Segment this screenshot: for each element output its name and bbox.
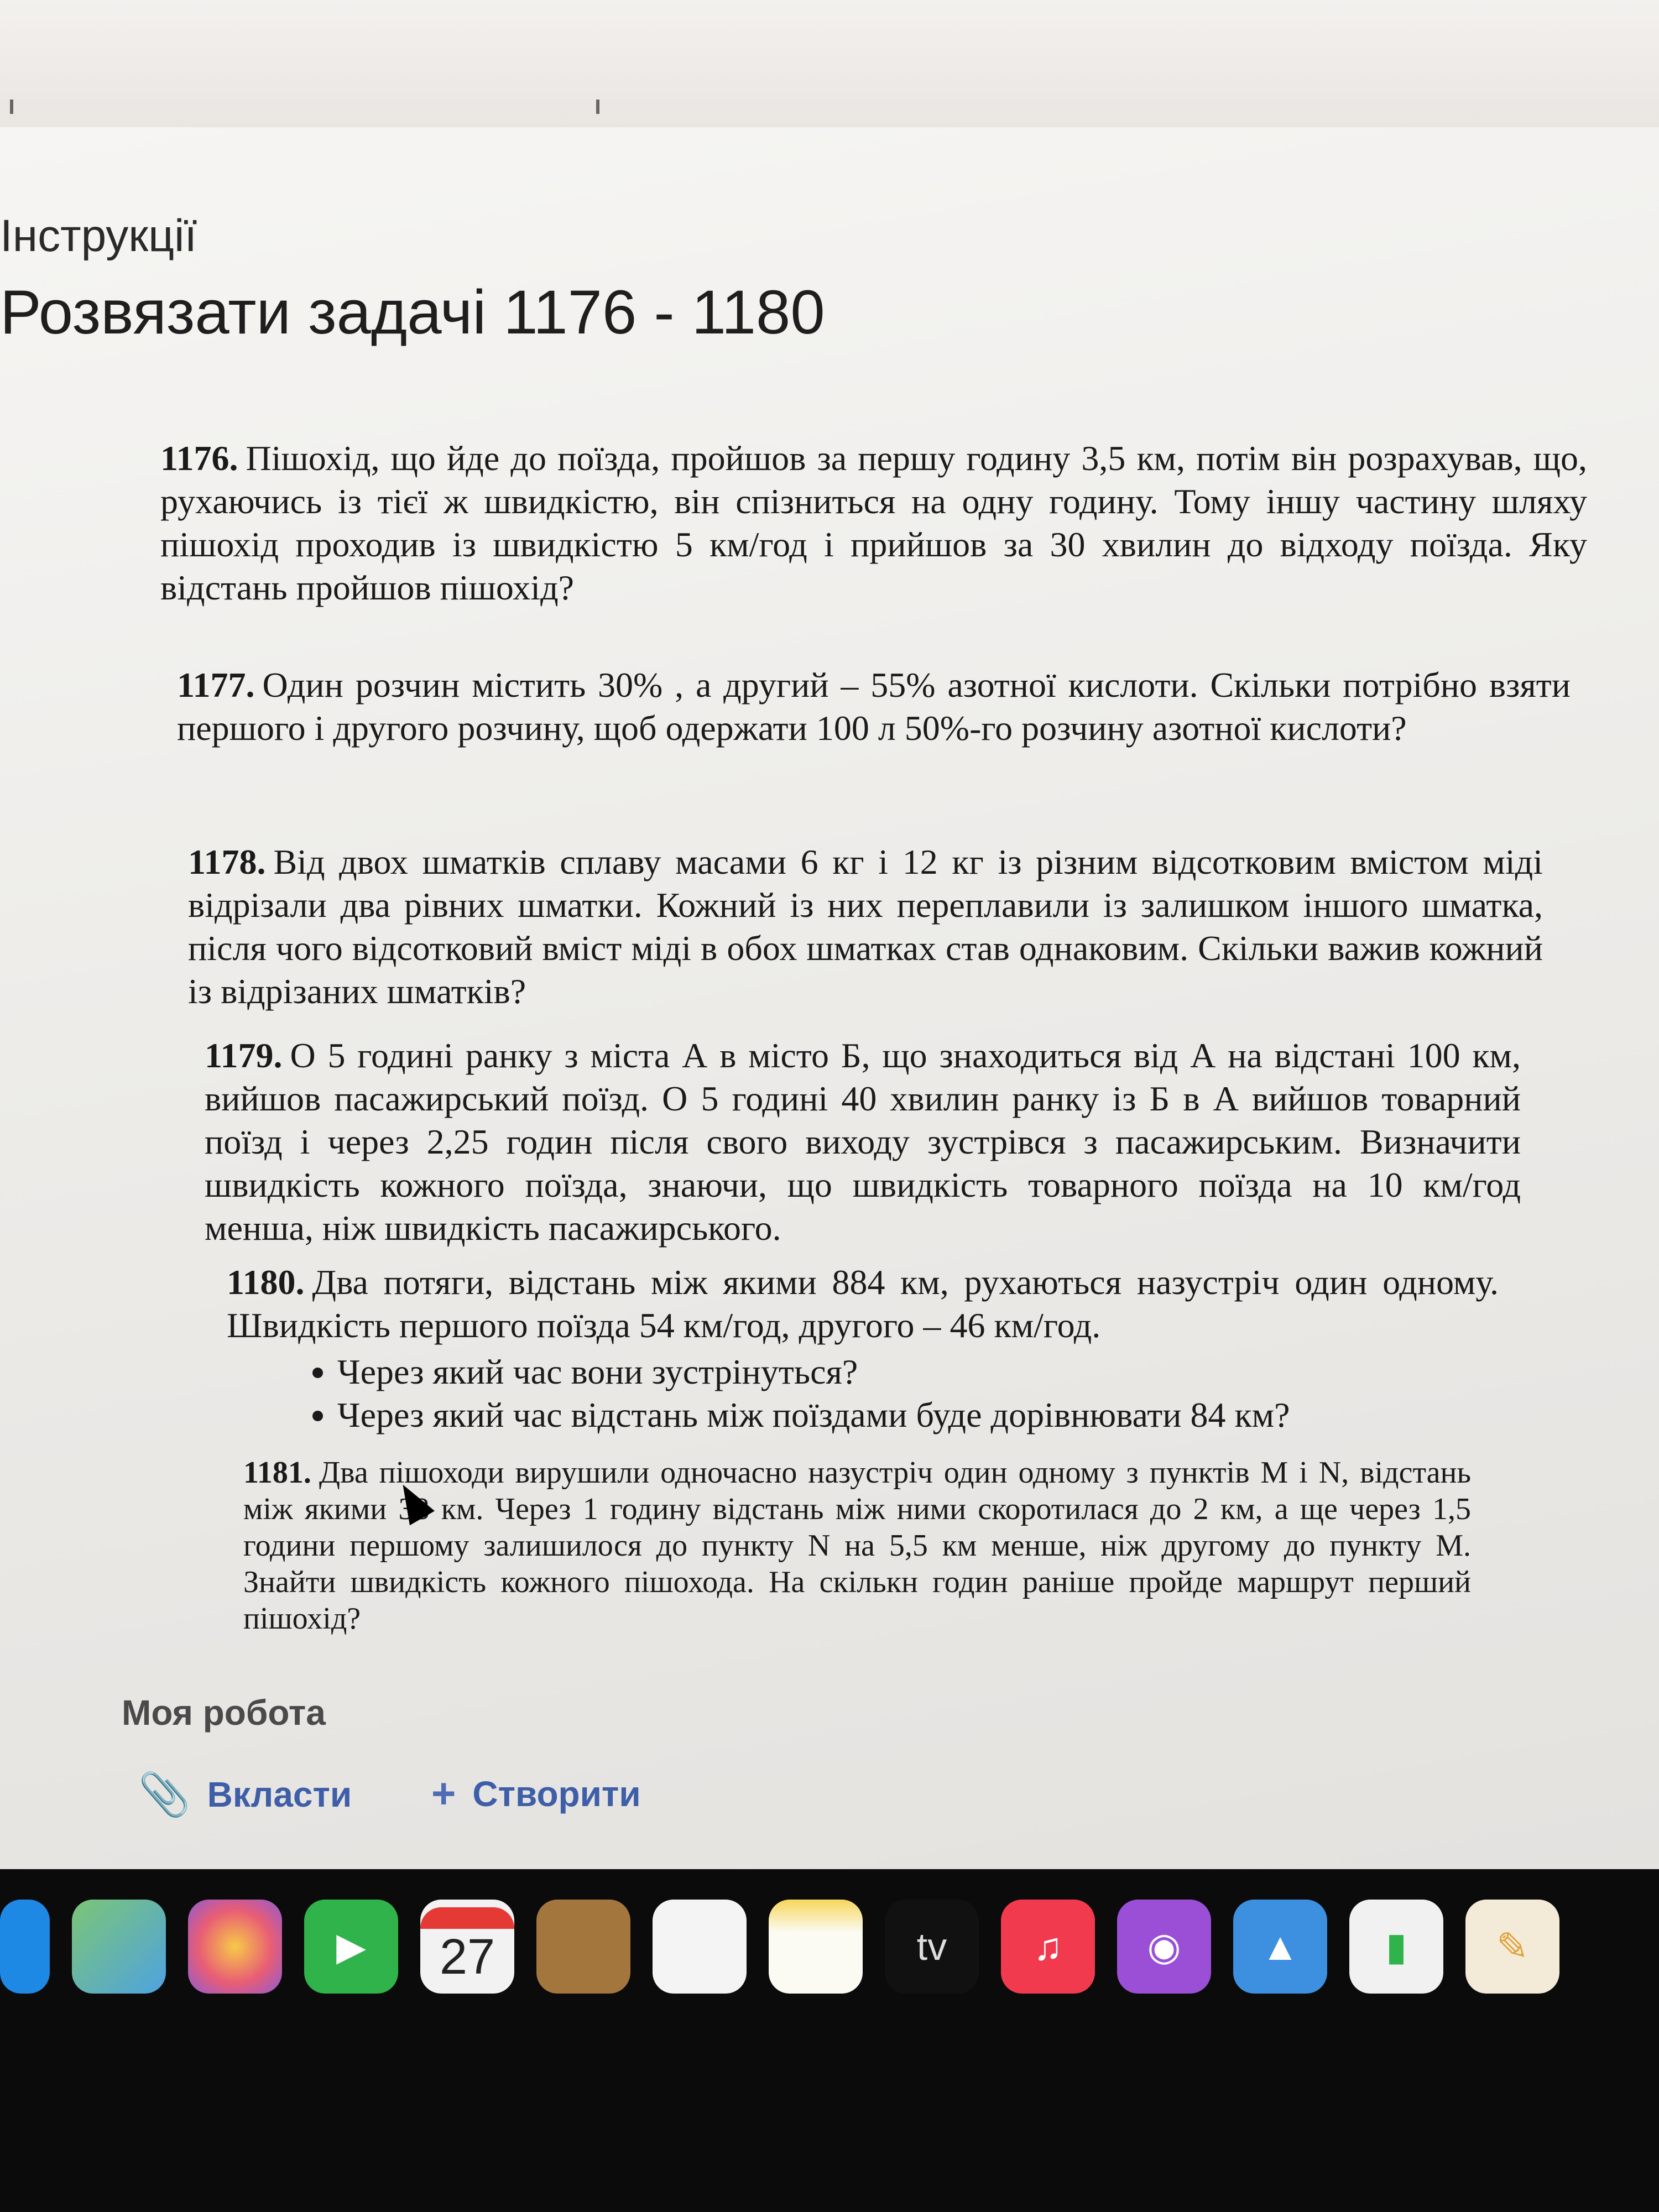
problem-1181 xyxy=(243,1454,1471,1637)
apple-tv-icon[interactable] xyxy=(885,1900,979,1994)
my-work-label: Моя робота xyxy=(122,1693,326,1733)
attach-label: Вкласти xyxy=(207,1775,352,1814)
ruler-tick xyxy=(596,100,599,114)
paperclip-icon: 📎 xyxy=(138,1771,191,1818)
list-item: • Через який час вони зустрінуться? xyxy=(337,1350,1499,1394)
problem-1177 xyxy=(177,664,1571,750)
problem-number: 1177. xyxy=(177,665,255,705)
problem-1180 xyxy=(227,1261,1499,1437)
list-item: • Через який час відстань між поїздами буде дорівнювати 84 км? xyxy=(337,1394,1499,1437)
top-bar xyxy=(0,0,1659,127)
create-label: Створити xyxy=(472,1773,641,1814)
assignment-title: Розвязати задачі 1176 - 1180 xyxy=(0,278,825,347)
podcasts-icon[interactable]: ◉ xyxy=(1117,1900,1211,1994)
problem-number: 1178. xyxy=(188,842,266,881)
problem-text: Один розчин містить 30% , а другий – 55% азотної кислоти. Скільки потрібно взяти першого і другого розчину, щоб одержати 100 л 50%-го розчину азотної кислоти? xyxy=(177,665,1571,748)
problem-1176 xyxy=(160,437,1587,609)
keynote-icon[interactable]: ▲ xyxy=(1233,1900,1327,1994)
problem-text: Від двох шматків сплаву масами 6 кг і 12 кг із різним відсотковим вмістом міді відрізали два рівних шматки. Кожний із них переплавили із залишком іншого шматка, після чого відсотковий вміст міді в обох шматках став однаковим. Скільки важив кожний із відрізаних шматків? xyxy=(188,842,1543,1011)
instructions-label: Інструкції xyxy=(0,211,197,261)
problem-text: Пішохід, що йде до поїзда, пройшов за першу годину 3,5 км, потім він розрахував, що, рухаючись із тієї ж швидкістю, він спізниться на одну годину. Тому іншу частину шляху пішохід проходив із швидкістю 5 км/год і прийшов за 30 хвилин до відходу поїзда. Яку відстань пройшов пішохід? xyxy=(160,439,1587,607)
problem-bullets xyxy=(227,1350,1499,1437)
music-icon[interactable]: ♫ xyxy=(1001,1900,1095,1994)
notes-icon[interactable] xyxy=(769,1900,863,1994)
problem-text: О 5 годині ранку з міста А в місто Б, що знаходиться від А на відстані 100 км, вийшов пасажирський поїзд. О 5 годині 40 хвилин ранку із Б в А вийшов товарний поїзд і через 2,25 годин після свого виходу зустрівся з пасажирським. Визначити швидкість кожного поїзда, знаючи, що швидкість товарного поїзда на 10 км/год менша, ніж швидкість пасажирського. xyxy=(205,1036,1521,1248)
calendar-icon[interactable] xyxy=(420,1900,514,1994)
problem-text: Два потяги, відстань між якими 884 км, рухаються назустріч один одному. Швидкість першого поїзда 54 км/год, другого – 46 км/год. xyxy=(227,1262,1499,1345)
assignment-page xyxy=(0,127,1659,1869)
problem-text: Два пішоходи вирушили одночасно назустріч один одному з пунктів M і N, відстань між якими 38 км. Через 1 годину відстань між ними скоротилася до 2 км, а ще через 1,5 години першому залишилося до пункту N на 5,5 км менше, ніж другому до пункту М. Знайти швидкість кожного пішохода. На скількн годин раніше пройде маршрут перший пішохід? xyxy=(243,1455,1471,1636)
photos-icon[interactable] xyxy=(188,1900,282,1994)
facetime-icon[interactable]: ▶ xyxy=(304,1900,398,1994)
problem-1178 xyxy=(188,841,1543,1013)
reminders-icon[interactable] xyxy=(653,1900,747,1994)
plus-icon: + xyxy=(431,1770,456,1817)
calendar-day: 27 xyxy=(439,1929,495,1985)
dock xyxy=(0,1891,1659,2002)
maps-icon[interactable] xyxy=(72,1900,166,1994)
calendar-month-strip xyxy=(420,1907,514,1929)
numbers-icon[interactable]: ▮ xyxy=(1349,1900,1443,1994)
problem-number: 1180. xyxy=(227,1262,305,1302)
contacts-icon[interactable] xyxy=(536,1900,630,1994)
tv-label: tv xyxy=(916,1925,947,1968)
problem-1179 xyxy=(205,1034,1521,1250)
pages-icon[interactable]: ✎ xyxy=(1465,1900,1559,1994)
attach-button[interactable] xyxy=(138,1770,352,1819)
create-button[interactable] xyxy=(431,1770,641,1818)
problem-number: 1179. xyxy=(205,1036,283,1075)
problem-number: 1181. xyxy=(243,1455,311,1490)
dock-app-icon[interactable] xyxy=(0,1900,50,1994)
problem-number: 1176. xyxy=(160,439,238,478)
ruler-tick xyxy=(10,100,13,114)
